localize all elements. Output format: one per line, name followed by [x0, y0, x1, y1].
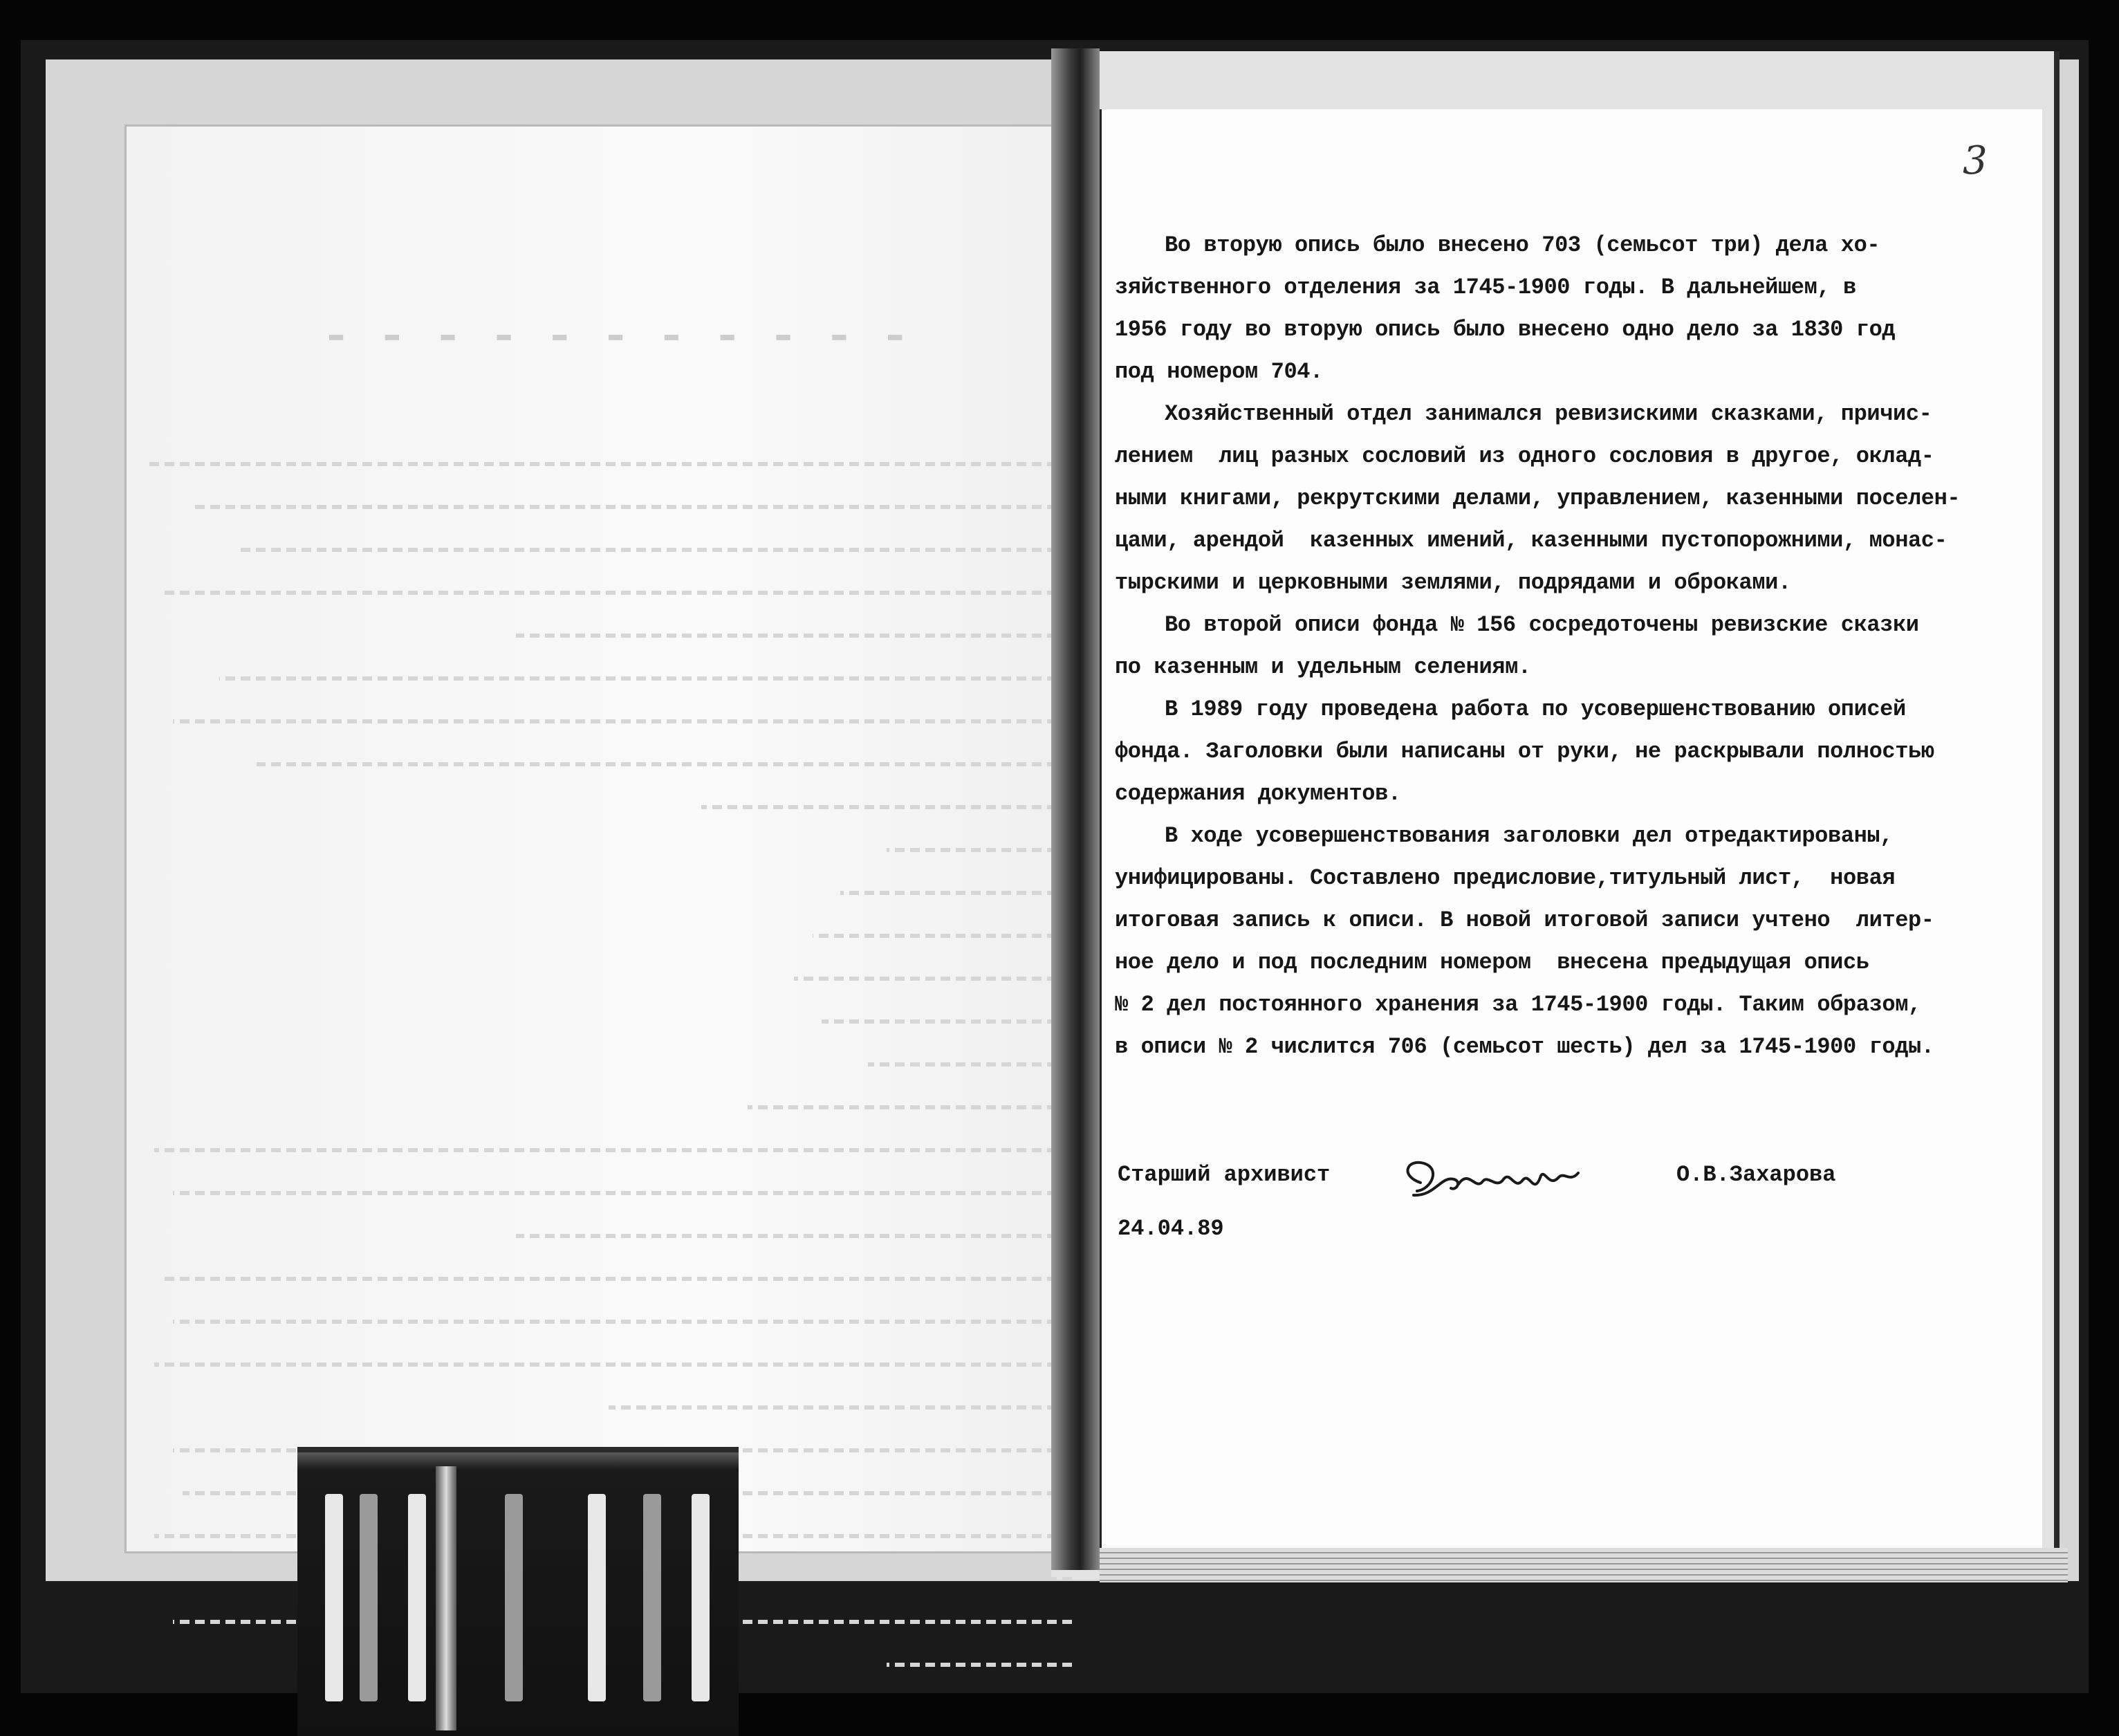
bleed-line: [145, 871, 1072, 914]
document-line: ными книгами, рекрутскими делами, управлением, казенными поселен-: [1115, 486, 1961, 511]
signature-date: 24.04.89: [1118, 1216, 1224, 1241]
document-body: [1115, 224, 2014, 1068]
document-line: под номером 704.: [1115, 359, 1323, 385]
document-line: по казенным и удельным селениям.: [1115, 654, 1531, 680]
clip-slot: [505, 1494, 523, 1701]
page-stack-edge: [1100, 1548, 2068, 1582]
bleed-line: [145, 1257, 1072, 1300]
document-line: цами, арендой казенных имений, казенными пустопорожними, монас-: [1115, 528, 1947, 553]
bleed-line: [145, 1343, 1072, 1386]
document-line: содержания документов.: [1115, 781, 1401, 806]
document-line: В 1989 году проведена работа по усовершенствованию описей: [1165, 696, 1906, 722]
document-line: фонда. Заголовки были написаны от руки, не раскрывали полностью: [1115, 739, 1934, 764]
book-gutter: [1051, 48, 1100, 1570]
binder-clip: [297, 1447, 739, 1736]
bleed-line: [145, 743, 1072, 786]
bleed-line: [145, 914, 1072, 957]
bleed-line: [145, 1386, 1072, 1429]
bleed-line: [145, 1300, 1072, 1343]
document-line: зяйственного отделения за 1745-1900 годы. В дальнейшем, в: [1115, 275, 1856, 300]
bleed-line: [145, 1129, 1072, 1172]
bleed-line: [145, 528, 1072, 571]
document-line: ное дело и под последним номером внесена предыдущая опись: [1115, 950, 1869, 975]
bleed-line: [145, 1086, 1072, 1129]
signatory-name: О.В.Захарова: [1676, 1162, 1836, 1188]
bleed-line: [145, 957, 1072, 1000]
bleed-line: [145, 614, 1072, 657]
clip-slot: [360, 1494, 378, 1701]
clip-slot: [588, 1494, 606, 1701]
bleed-line: [145, 829, 1072, 871]
document-line: Во вторую опись было внесено 703 (семьсот три) дела хо-: [1165, 232, 1880, 258]
document-line: № 2 дел постоянного хранения за 1745-1900 годы. Таким образом,: [1115, 992, 1921, 1017]
bleed-line: [145, 571, 1072, 614]
document-line: 1956 году во вторую опись было внесено одно дело за 1830 год: [1115, 317, 1896, 342]
document-line: тырскими и церковными землями, подрядами и оброками.: [1115, 570, 1791, 595]
bleed-title: ▬ ▬ ▬ ▬ ▬ ▬ ▬ ▬ ▬ ▬ ▬: [315, 322, 903, 349]
folio-number: 3: [1963, 138, 1988, 183]
document-line: В ходе усовершенствования заголовки дел отредактированы,: [1165, 823, 1893, 849]
document-line: унифицированы. Составлено предисловие,титульный лист, новая: [1115, 865, 1896, 891]
document-line: Хозяйственный отдел занимался ревизискими сказками, причис-: [1165, 401, 1932, 427]
handwritten-signature: [1393, 1148, 1593, 1210]
clip-slot: [643, 1494, 661, 1701]
signature-block: [1118, 1155, 1947, 1203]
bleed-line: [145, 700, 1072, 743]
clip-slot: [408, 1494, 426, 1701]
document-line: лением лиц разных сословий из одного сословия в другое, оклад-: [1115, 443, 1934, 469]
bleed-line: [145, 657, 1072, 700]
document-line: итоговая запись к описи. В новой итоговой записи учтено литер-: [1115, 907, 1934, 933]
bleed-line: [145, 786, 1072, 829]
bleed-line: [145, 443, 1072, 486]
bleed-line: [145, 1000, 1072, 1043]
bleed-line: [145, 1172, 1072, 1215]
bleed-line: [145, 486, 1072, 528]
document-line: в описи № 2 числится 706 (семьсот шесть) дел за 1745-1900 годы.: [1115, 1034, 1934, 1060]
signatory-position: Старший архивист: [1118, 1162, 1331, 1188]
clip-slot: [692, 1494, 710, 1701]
bleed-line: [145, 1043, 1072, 1086]
clip-rod: [436, 1466, 456, 1730]
bleed-line: [145, 1215, 1072, 1257]
clip-slot: [325, 1494, 343, 1701]
document-line: Во второй описи фонда № 156 сосредоточены ревизские сказки: [1165, 612, 1919, 638]
